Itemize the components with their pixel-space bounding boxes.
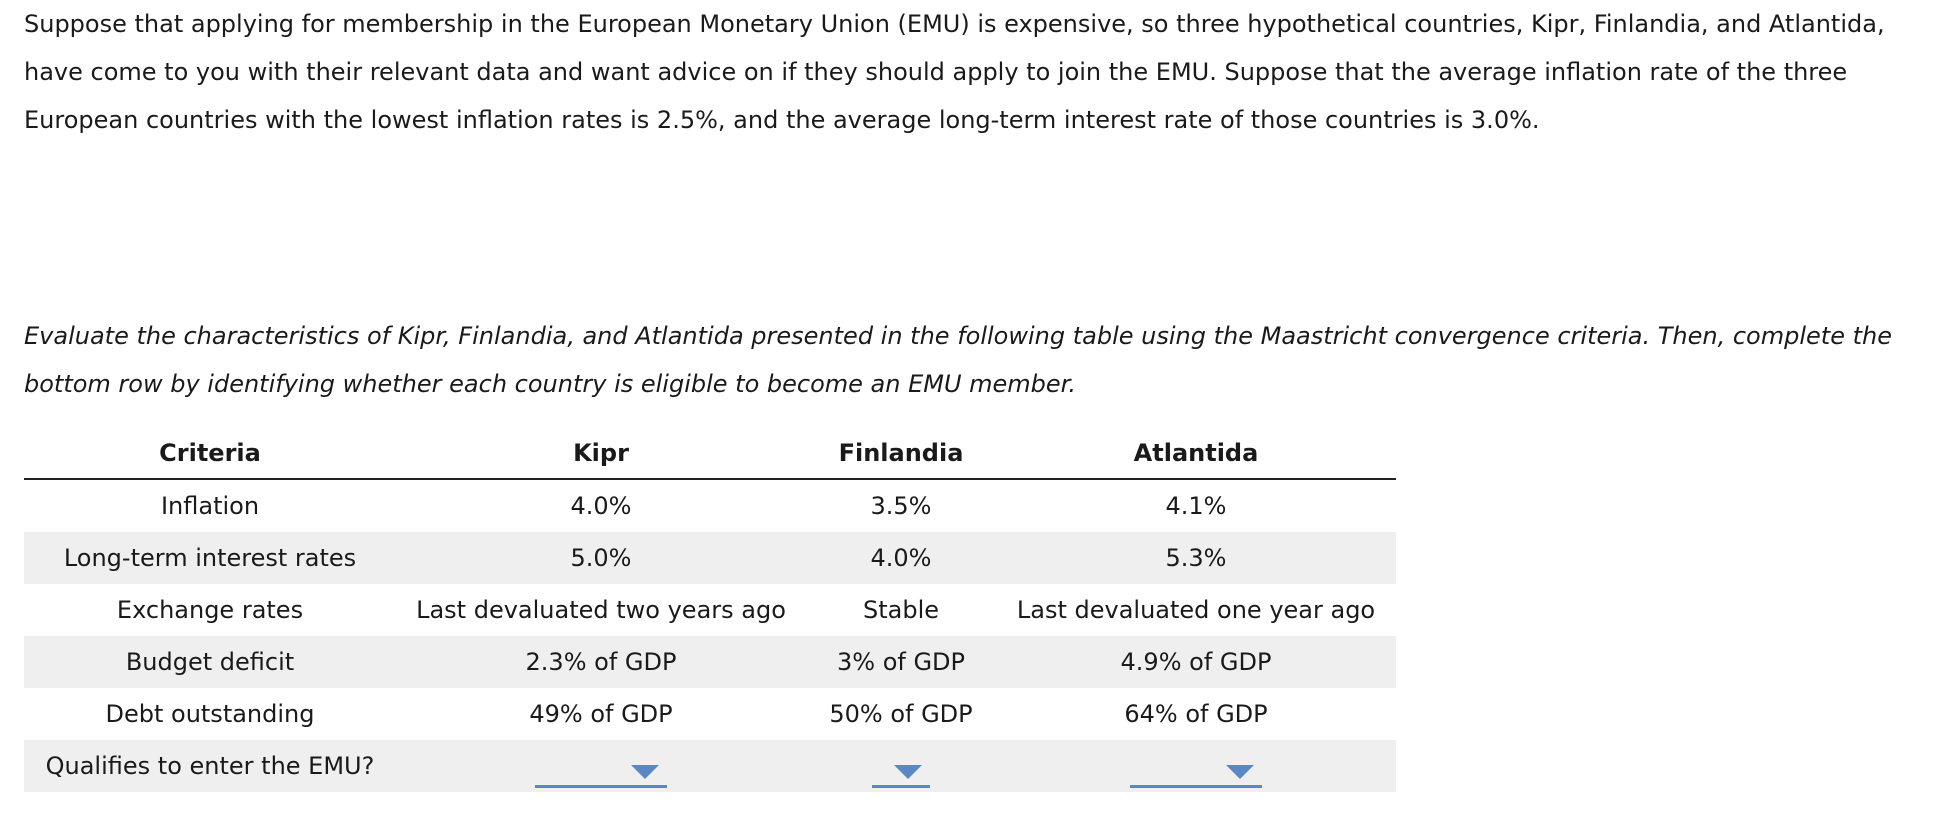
intro-paragraph: Suppose that applying for membership in the European Monetary Union (EMU) is expensive, so three hypothetical countries, Kipr, Finlandia, and Atlantida, have come to you with their relevant data and want advice on if they should apply to join the EMU. Suppose that the average inflation rate of the three European countries with the lowest inflation rates is 2.5%, and the average long-term interest rate of those countries is 3.0%. xyxy=(24,10,1885,134)
table-cell: 4.1% xyxy=(1165,492,1227,520)
chevron-down-icon xyxy=(1226,765,1254,779)
qualify-cell-kipr xyxy=(396,740,806,792)
atlantida-qualify-dropdown[interactable] xyxy=(1130,745,1262,788)
qualify-label: Qualifies to enter the EMU? xyxy=(24,740,396,792)
table-cell: 50% of GDP xyxy=(829,700,973,728)
table-row-inflation xyxy=(24,479,1396,532)
qualify-cell-atlantida xyxy=(996,740,1396,792)
qualify-cell-finlandia xyxy=(806,740,996,792)
table-cell: 4.0% xyxy=(570,492,632,520)
table-cell: Inflation xyxy=(160,492,260,520)
table-cell: 3% of GDP xyxy=(806,636,996,688)
table-cell: 2.3% of GDP xyxy=(396,636,806,688)
table-cell: 4.9% of GDP xyxy=(996,636,1396,688)
table-cell: 5.0% xyxy=(396,532,806,584)
table-row-debt-outstanding xyxy=(24,688,1396,740)
table-cell: Last devaluated one year ago xyxy=(1016,596,1376,624)
header-finlandia: Finlandia xyxy=(806,428,996,479)
table-cell: 64% of GDP xyxy=(1124,700,1268,728)
table-row-budget-deficit xyxy=(24,636,1396,688)
table-cell: Exchange rates xyxy=(116,596,304,624)
table-cell: Debt outstanding xyxy=(105,700,315,728)
table-cell: 3.5% xyxy=(870,492,932,520)
table-cell: 49% of GDP xyxy=(529,700,673,728)
header-kipr: Kipr xyxy=(396,428,806,479)
header-criteria: Criteria xyxy=(24,428,396,479)
table-cell: 5.3% xyxy=(996,532,1396,584)
table-cell: Stable xyxy=(862,596,940,624)
criteria-table xyxy=(24,428,1396,792)
table-header-row xyxy=(24,428,1396,479)
header-atlantida: Atlantida xyxy=(996,428,1396,479)
table-row-interest-rates xyxy=(24,532,1396,584)
table-row-qualifies xyxy=(24,740,1396,792)
chevron-down-icon xyxy=(894,765,922,779)
instruction-paragraph: Evaluate the characteristics of Kipr, Finlandia, and Atlantida presented in the following table using the Maastricht convergence criteria. Then, complete the bottom row by identifying whether each country is eligible to become an EMU member. xyxy=(24,322,1892,398)
table-row-exchange-rates xyxy=(24,584,1396,636)
table-cell: Budget deficit xyxy=(24,636,396,688)
table-cell: Last devaluated two years ago xyxy=(416,596,786,624)
chevron-down-icon xyxy=(631,765,659,779)
kipr-qualify-dropdown[interactable] xyxy=(535,745,667,788)
table-cell: 4.0% xyxy=(806,532,996,584)
finlandia-qualify-dropdown[interactable] xyxy=(872,745,930,788)
table-cell: Long-term interest rates xyxy=(24,532,396,584)
